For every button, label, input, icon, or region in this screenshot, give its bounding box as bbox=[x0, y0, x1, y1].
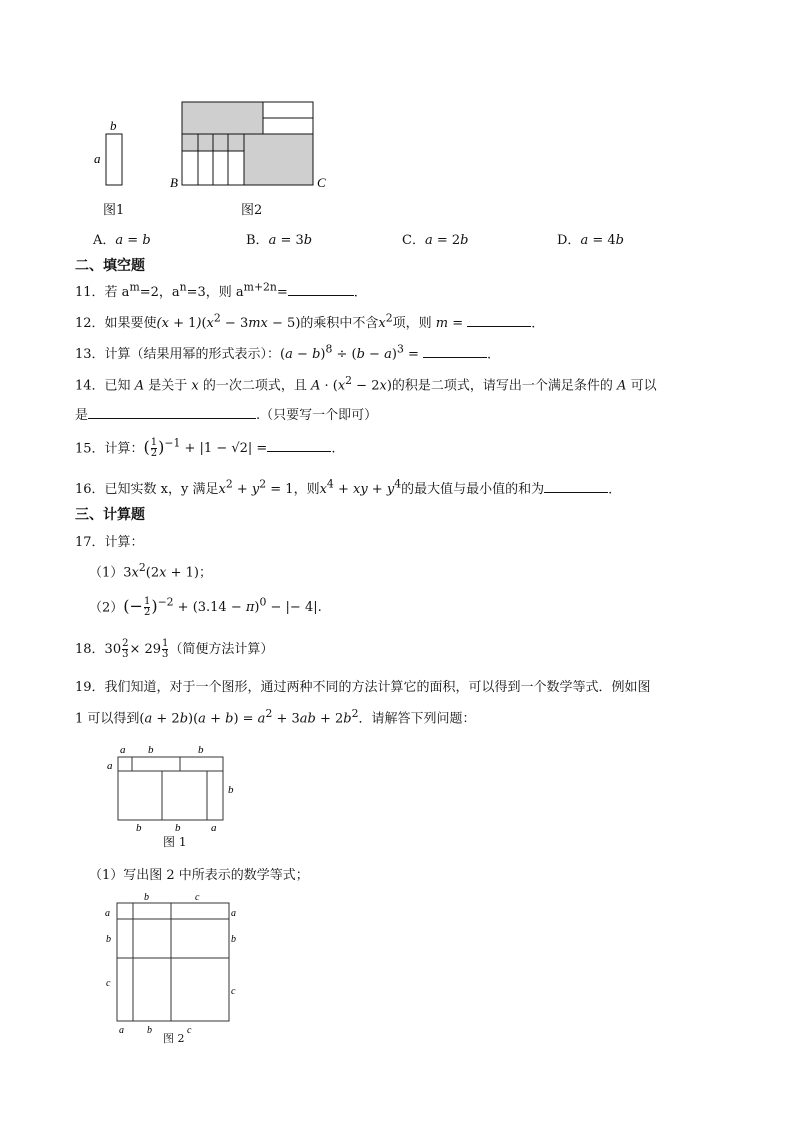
question-14-line2 bbox=[75, 404, 377, 423]
question-13 bbox=[75, 343, 491, 362]
fig2-right-c: c bbox=[231, 986, 236, 997]
question-16-text: 16．已知实数 x，y 满足$x^2 + y^2 = 1$，则$x^4$ + xy + $y^4$的最大值与最小值的和为 bbox=[75, 478, 545, 498]
option-c[interactable]: C．a = 2b bbox=[402, 233, 469, 248]
fig1-bottom-a: a bbox=[211, 822, 217, 834]
option-a[interactable]: A．a = b bbox=[93, 233, 151, 248]
question-11-text: 11．若 $a^m=2$，$a^n=3$，则 $a^{m+2n}=$ bbox=[75, 281, 288, 301]
fig2-top-c: c bbox=[195, 892, 200, 903]
question-15-end: . bbox=[331, 441, 336, 457]
answer-blank-12[interactable] bbox=[467, 314, 531, 327]
question-15-start: 15．计算： bbox=[75, 441, 144, 457]
question-13-text: 13．计算（结果用幂的形式表示）：$(a - b)^8 \div (b - a)^3$ = bbox=[75, 343, 419, 363]
option-b[interactable]: B．a = 3b bbox=[246, 233, 313, 248]
question-17-part2-start: （2） bbox=[89, 600, 124, 616]
fig2-top-b: b bbox=[144, 892, 149, 903]
fig1-top-b1: b bbox=[148, 744, 154, 756]
question-17: 17．计算： bbox=[75, 535, 144, 550]
fig2-right-b: b bbox=[231, 934, 236, 945]
fig2-bottom-c: c bbox=[187, 1025, 192, 1036]
answer-blank-11[interactable] bbox=[288, 283, 354, 296]
label-b: b bbox=[110, 118, 117, 133]
answer-blank-15[interactable] bbox=[267, 439, 331, 452]
question-19-figure-1 bbox=[105, 740, 245, 848]
question-17-part2-rest: $^{-2} + (3.14 - \pi)^0$ − |− 4|. bbox=[157, 596, 322, 616]
question-14-start: 是 bbox=[75, 408, 89, 423]
label-C: C bbox=[317, 175, 326, 190]
question-18-end: （简便方法计算） bbox=[169, 642, 274, 657]
question-12 bbox=[75, 312, 535, 331]
fig2-right-a: a bbox=[231, 908, 236, 919]
section-calculation-heading: 三、计算题 bbox=[75, 507, 145, 523]
fig2-left-c: c bbox=[106, 978, 111, 989]
fig2-bottom-a: a bbox=[119, 1025, 124, 1036]
fig1-top-b2: b bbox=[198, 744, 204, 756]
question-11 bbox=[75, 281, 358, 300]
question-19-line2: 1 可以得到$(a + 2b)(a + b) = a^2 + 3ab + 2b^2$．请解答下列问题： bbox=[75, 707, 476, 727]
answer-blank-14[interactable] bbox=[88, 406, 256, 419]
question-17-part2: （2）(− $\frac{1}{2}$ )$^{-2} + (3.14 - \pi)^0$ − |− 4|. bbox=[89, 596, 322, 619]
question-19-figure-2 bbox=[100, 890, 250, 1040]
answer-blank-16[interactable] bbox=[544, 480, 608, 493]
question-19-line1: 19．我们知道，对于一个图形，通过两种不同的方法计算它的面积，可以得到一个数学等式．例如图 bbox=[75, 680, 651, 695]
question-16 bbox=[75, 478, 612, 497]
question-18-mid: × 29 bbox=[129, 642, 162, 657]
fraction-half: $\frac{1}{2}$ bbox=[150, 437, 158, 460]
question-19-part1: （1）写出图 2 中所表示的数学等式； bbox=[89, 868, 309, 883]
figure-2-caption: 图2 bbox=[241, 203, 263, 218]
section-fill-in-heading: 二、填空题 bbox=[75, 258, 145, 274]
fraction-one-third: $\frac{1}{3}$ bbox=[162, 638, 169, 660]
question-14-line1: 14．已知 A 是关于 x 的一次二项式，且 $A \cdot (x^2 - 2x)$的积是二项式，请写出一个满足条件的 A 可以 bbox=[75, 374, 657, 394]
question-14-end: .（只要写一个即可） bbox=[256, 408, 378, 423]
question-13-end: . bbox=[487, 347, 492, 363]
figure-1-caption: 图1 bbox=[103, 203, 125, 218]
fig1-left-a: a bbox=[107, 760, 113, 772]
fig2-left-a: a bbox=[105, 908, 110, 919]
label-a: a bbox=[94, 151, 101, 166]
question-11-end: . bbox=[353, 285, 358, 301]
fig2-left-b: b bbox=[106, 934, 111, 945]
question-19-figure-1-caption: 图 1 bbox=[163, 835, 187, 849]
answer-blank-13[interactable] bbox=[423, 345, 487, 358]
fig1-bottom-b1: b bbox=[136, 822, 142, 834]
question-15: 15．计算：( $\frac{1}{2}$ )$^{-1}$ + |1 − √2| = . bbox=[75, 437, 336, 460]
question-16-end: . bbox=[608, 482, 613, 498]
question-15-rest: $^{-1}$ + |1 − √2| = bbox=[164, 437, 268, 457]
question-12-end: . bbox=[531, 316, 536, 332]
question-17-part1: $(1)3x^2(2x + 1)$； bbox=[89, 561, 212, 581]
fig2-bottom-b: b bbox=[147, 1025, 152, 1036]
fraction-half-2: $\frac{1}{2}$ bbox=[143, 596, 151, 619]
fig1-top-a: a bbox=[120, 744, 126, 756]
fig1-right-b: b bbox=[228, 784, 234, 796]
question-18-start: 18．30 bbox=[75, 642, 122, 657]
question-18 bbox=[75, 638, 273, 660]
question-19-figure-2-caption: 图 2 bbox=[163, 1032, 185, 1045]
fig1-bottom-b2: b bbox=[175, 822, 181, 834]
figure-2-composite-rectangle bbox=[170, 100, 340, 200]
option-d[interactable]: D．a = 4b bbox=[557, 233, 624, 248]
fraction-two-thirds: $\frac{2}{3}$ bbox=[122, 638, 129, 660]
question-12-text: 12．如果要使$(x + 1)(x^2 - 3mx - 5)$的乘积中不含$x^2$项，则 m = bbox=[75, 312, 464, 332]
label-B: B bbox=[170, 175, 178, 190]
